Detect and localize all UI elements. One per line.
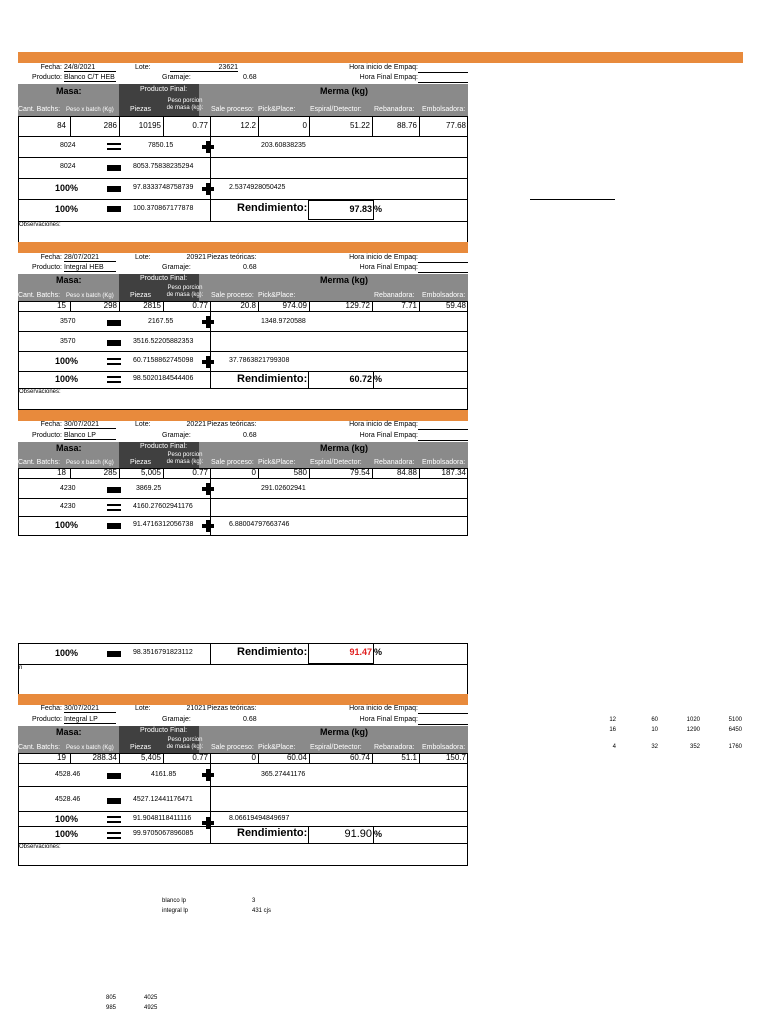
rendimiento-value: 97.83 xyxy=(349,204,372,214)
minus-icon xyxy=(107,320,121,326)
cell: 0.77 xyxy=(192,753,208,762)
cell: 187.34 xyxy=(441,468,466,477)
side-cell: 10 xyxy=(651,727,658,733)
value: 4230 xyxy=(60,485,76,492)
percent-value: 100% xyxy=(55,520,79,530)
cell: 5,005 xyxy=(140,468,161,477)
producto-value: Integral HEB xyxy=(64,264,116,272)
merma-header: Merma (kg) xyxy=(320,727,369,737)
cell: 7.71 xyxy=(401,301,417,310)
pick-place-header: Pick&Place: xyxy=(258,744,296,751)
rendimiento-value: 91.47 xyxy=(349,647,372,657)
piezas-header: Piezas xyxy=(130,106,152,113)
equals-icon xyxy=(107,832,121,839)
value: 4528.46 xyxy=(55,771,81,778)
peso-porcion-header: Peso porcion de masa (kg): xyxy=(166,98,204,111)
gramaje-value: 0.68 xyxy=(243,264,257,271)
peso-porcion-header: Peso porcion de masa (kg): xyxy=(166,285,204,298)
equals-icon xyxy=(107,143,121,150)
masa-header: Masa: xyxy=(56,86,82,96)
rebanadora-header: Rebanadora: xyxy=(374,744,415,751)
value: 99.9705067896085 xyxy=(133,830,194,837)
fecha-label: Fecha: xyxy=(40,421,62,428)
side-cell: 16 xyxy=(609,727,616,733)
gramaje-label: Gramaje: xyxy=(162,432,191,439)
value: 60.7158862745098 xyxy=(133,357,194,364)
plus-icon xyxy=(202,520,214,532)
bottom-num: 985 xyxy=(106,1005,117,1011)
embolsadora-header: Embolsadora: xyxy=(422,744,466,751)
peso-batch-header: Peso x batch (Kg) xyxy=(66,293,114,299)
note-value: 3 xyxy=(252,898,256,904)
cell: 60.04 xyxy=(286,753,307,762)
percent-value: 100% xyxy=(55,648,79,658)
producto-label: Producto: xyxy=(32,716,62,723)
espiral-header: Espiral/Detector: xyxy=(310,106,362,113)
cell: 18 xyxy=(57,468,66,477)
cell: 288.34 xyxy=(92,753,117,762)
producto-value: Blanco LP xyxy=(64,432,116,440)
cell: 0 xyxy=(251,468,256,477)
percent-sign: % xyxy=(374,204,383,214)
lote-value: 21021 xyxy=(186,705,206,712)
cell: 129.72 xyxy=(345,301,370,310)
gramaje-value: 0.68 xyxy=(243,716,257,723)
side-cell: 60 xyxy=(651,717,658,723)
cell: 2815 xyxy=(143,301,161,310)
cell: 12.2 xyxy=(240,121,256,130)
fecha-value: 28/07/2021 xyxy=(64,254,116,262)
producto-label: Producto: xyxy=(32,264,62,271)
percent-value: 100% xyxy=(55,829,79,839)
cell: 150.7 xyxy=(445,753,466,762)
rendimiento-value: 91.90 xyxy=(344,828,372,840)
minus-icon xyxy=(107,206,121,212)
value: 3516.52205882353 xyxy=(133,338,194,345)
cell: 84 xyxy=(57,121,66,130)
sale-proceso-header: Sale proceso: xyxy=(211,744,254,751)
percent-value: 100% xyxy=(55,814,79,824)
hora-final-label: Hora Final Empaq: xyxy=(359,432,418,439)
plus-icon xyxy=(202,483,214,495)
cell: 84.88 xyxy=(396,468,417,477)
piezas-header: Piezas xyxy=(130,459,152,466)
lote-label: Lote: xyxy=(135,64,151,71)
fecha-label: Fecha: xyxy=(40,64,62,71)
fecha-value: 24/8/2021 xyxy=(64,64,116,72)
section-4-header-bar xyxy=(18,694,468,705)
cell: 60.74 xyxy=(349,753,370,762)
lote-value: 20921 xyxy=(186,254,206,261)
cell: 298 xyxy=(103,301,117,310)
cant-batchs-header: Cant. Batchs: xyxy=(18,744,61,751)
minus-icon xyxy=(107,798,121,804)
rebanadora-header: Rebanadora: xyxy=(374,459,415,466)
value: 2167.55 xyxy=(148,318,174,325)
value: 97.8333748758739 xyxy=(133,184,194,191)
embolsadora-header: Embolsadora: xyxy=(422,459,466,466)
cell: 0.77 xyxy=(192,468,208,477)
section-3-header-bar xyxy=(18,410,468,421)
hora-inicio-label: Hora inicio de Empaq: xyxy=(349,705,418,712)
percent-value: 100% xyxy=(55,374,79,384)
rebanadora-header: Rebanadora: xyxy=(374,106,415,113)
producto-label: Producto: xyxy=(32,74,62,81)
embolsadora-header: Embolsadora: xyxy=(422,106,466,113)
peso-porcion-header: Peso porcion de masa (kg): xyxy=(166,452,204,465)
cell: 10195 xyxy=(138,121,161,130)
lote-value: 20221 xyxy=(186,421,206,428)
cant-batchs-header: Cant. Batchs: xyxy=(18,459,61,466)
value: 91.9048118411116 xyxy=(133,815,192,822)
plus-icon xyxy=(202,316,214,328)
cell: 51.22 xyxy=(349,121,370,130)
cell: 286 xyxy=(103,121,117,130)
cell: 5,405 xyxy=(140,753,161,762)
side-cell: 12 xyxy=(609,717,616,723)
rendimiento-label: Rendimiento: xyxy=(237,646,308,658)
rendimiento-label: Rendimiento: xyxy=(237,827,308,839)
value: 7850.15 xyxy=(148,142,174,149)
cell: 88.76 xyxy=(396,121,417,130)
masa-header: Masa: xyxy=(56,275,82,285)
value: 4230 xyxy=(60,503,76,510)
value: 2.5374928050425 xyxy=(229,184,286,191)
rebanadora-header: Rebanadora: xyxy=(374,292,415,299)
minus-icon xyxy=(107,651,121,657)
value: 91.4716312056738 xyxy=(133,521,194,528)
cell: 77.68 xyxy=(445,121,466,130)
piezas-header: Piezas xyxy=(130,292,152,299)
value: 3869.25 xyxy=(136,485,162,492)
section-1-header-bar xyxy=(18,52,743,63)
espiral-header: Espiral/Detector: xyxy=(310,744,362,751)
hora-inicio-label: Hora inicio de Empaq: xyxy=(349,421,418,428)
sale-proceso-header: Sale proceso: xyxy=(211,106,254,113)
percent-sign: % xyxy=(374,374,383,384)
value: 100.370867177878 xyxy=(133,205,194,212)
value: 1348.9720588 xyxy=(261,318,306,325)
piezas-teoricas-label: Piezas teóricas: xyxy=(207,705,257,712)
table-header xyxy=(18,274,468,301)
sale-proceso-header: Sale proceso: xyxy=(211,292,254,299)
cell: 0 xyxy=(251,753,256,762)
piezas-teoricas-label: Piezas teóricas: xyxy=(207,421,257,428)
bottom-num: 805 xyxy=(106,995,117,1001)
pick-place-header: Pick&Place: xyxy=(258,292,296,299)
producto-final-header: Producto Final: xyxy=(140,443,188,450)
minus-icon xyxy=(107,773,121,779)
piezas-teoricas-label: Piezas teóricas: xyxy=(207,254,257,261)
lote-label: Lote: xyxy=(135,421,151,428)
plus-icon xyxy=(202,769,214,781)
fecha-value: 30/07/2021 xyxy=(64,705,116,713)
lote-label: Lote: xyxy=(135,705,151,712)
minus-icon xyxy=(107,523,121,529)
masa-header: Masa: xyxy=(56,727,82,737)
cell: 580 xyxy=(293,468,307,477)
merma-header: Merma (kg) xyxy=(320,86,369,96)
gramaje-label: Gramaje: xyxy=(162,74,191,81)
cell: 19 xyxy=(57,753,66,762)
side-cell: 32 xyxy=(651,744,658,750)
value: 3570 xyxy=(60,338,76,345)
percent-sign: % xyxy=(374,829,383,839)
note-label: integral lp xyxy=(162,908,189,914)
hora-inicio-label: Hora inicio de Empaq: xyxy=(349,254,418,261)
cant-batchs-header: Cant. Batchs: xyxy=(18,106,61,113)
pick-place-header: Pick&Place: xyxy=(258,459,296,466)
cell: 0.77 xyxy=(192,301,208,310)
plus-icon xyxy=(202,141,214,153)
minus-icon xyxy=(107,186,121,192)
equals-icon xyxy=(107,376,121,383)
note-value: 431 cjs xyxy=(252,908,272,914)
producto-value: Integral LP xyxy=(64,716,116,724)
equals-icon xyxy=(107,816,121,823)
piezas-header: Piezas xyxy=(130,744,152,751)
observaciones-label: Observaciones: xyxy=(19,222,61,228)
bottom-num: 4925 xyxy=(144,1005,158,1011)
section-2-header-bar xyxy=(18,242,468,253)
cant-batchs-header: Cant. Batchs: xyxy=(18,292,61,299)
gramaje-value: 0.68 xyxy=(243,74,257,81)
side-cell: 1760 xyxy=(728,744,742,750)
note-label: blanco lp xyxy=(162,898,187,904)
peso-batch-header: Peso x batch (Kg) xyxy=(66,460,114,466)
cell: 59.48 xyxy=(445,301,466,310)
table-header xyxy=(18,726,468,753)
producto-value: Blanco C/T HEB xyxy=(64,74,115,81)
equals-icon xyxy=(107,504,121,511)
minus-icon xyxy=(107,487,121,493)
percent-value: 100% xyxy=(55,183,79,193)
lote-label: Lote: xyxy=(135,254,151,261)
section-2-body xyxy=(18,301,468,410)
value: 4528.46 xyxy=(55,796,81,803)
value: 98.3516791823112 xyxy=(133,649,193,656)
value: 203.60838235 xyxy=(261,142,306,149)
value: 8053.75838235294 xyxy=(133,163,194,170)
producto-final-header: Producto Final: xyxy=(140,727,188,734)
side-cell: 1290 xyxy=(686,727,700,733)
peso-batch-header: Peso x batch (Kg) xyxy=(66,107,114,113)
percent-value: 100% xyxy=(55,204,79,214)
cell: 285 xyxy=(103,468,117,477)
cell: 51.1 xyxy=(401,753,417,762)
peso-porcion-header: Peso porcion de masa (kg): xyxy=(166,737,204,750)
value: 4161.85 xyxy=(151,771,177,778)
observaciones-label: Observaciones: xyxy=(19,844,61,850)
cell: 974.09 xyxy=(282,301,307,310)
cell: 0.77 xyxy=(192,121,208,130)
peso-batch-header: Peso x batch (Kg) xyxy=(66,745,114,751)
plus-icon xyxy=(202,817,214,829)
side-cell: 4 xyxy=(612,744,616,750)
side-underline xyxy=(530,199,615,200)
hora-inicio-line xyxy=(418,72,468,73)
observaciones-note: n xyxy=(19,665,23,671)
side-cell: 1020 xyxy=(686,717,700,723)
value: 8.06619494849697 xyxy=(229,815,290,822)
side-cell: 6450 xyxy=(728,727,742,733)
plus-icon xyxy=(202,183,214,195)
fecha-label: Fecha: xyxy=(40,254,62,261)
table-header xyxy=(18,442,468,468)
equals-icon xyxy=(107,358,121,365)
bottom-num: 4025 xyxy=(144,995,158,1001)
gramaje-label: Gramaje: xyxy=(162,264,191,271)
value: 6.88004797663746 xyxy=(229,521,290,528)
gramaje-label: Gramaje: xyxy=(162,716,191,723)
percent-sign: % xyxy=(374,647,383,657)
value: 8024 xyxy=(60,163,76,170)
fecha-value: 30/07/2021 xyxy=(64,421,116,429)
cell: 79.54 xyxy=(349,468,370,477)
pick-place-header: Pick&Place: xyxy=(258,106,296,113)
value: 4160.27602941176 xyxy=(133,503,193,510)
side-cell: 5100 xyxy=(728,717,742,723)
minus-icon xyxy=(107,165,121,171)
rendimiento-value: 60.72 xyxy=(349,374,372,384)
value: 365.27441176 xyxy=(261,771,306,778)
hora-final-label: Hora Final Empaq: xyxy=(359,264,418,271)
lote-value: 23621 xyxy=(170,64,238,72)
rendimiento-label: Rendimiento: xyxy=(237,373,308,385)
value: 37.7863821799308 xyxy=(229,357,290,364)
plus-icon xyxy=(202,356,214,368)
value: 98.5020184544406 xyxy=(133,375,194,382)
fecha-label: Fecha: xyxy=(40,705,62,712)
rendimiento-label: Rendimiento: xyxy=(237,202,308,214)
merma-header: Merma (kg) xyxy=(320,443,369,453)
observaciones-label: Observaciones: xyxy=(19,389,61,395)
sale-proceso-header: Sale proceso: xyxy=(211,459,254,466)
section-4-body xyxy=(18,753,468,866)
value: 4527.12441176471 xyxy=(133,796,193,803)
hora-final-label: Hora Final Empaq: xyxy=(359,74,418,81)
producto-final-header: Producto Final: xyxy=(140,86,188,93)
cell: 15 xyxy=(57,301,66,310)
espiral-header: Espiral/Detector: xyxy=(310,459,362,466)
gramaje-value: 0.68 xyxy=(243,432,257,439)
hora-final-label: Hora Final Empaq: xyxy=(359,716,418,723)
producto-label: Producto: xyxy=(32,432,62,439)
producto-final-header: Producto Final: xyxy=(140,275,188,282)
masa-header: Masa: xyxy=(56,443,82,453)
cell: 20.8 xyxy=(240,301,256,310)
table-header xyxy=(18,84,468,116)
value: 291.02602941 xyxy=(261,485,306,492)
hora-final-line xyxy=(418,82,468,83)
value: 8024 xyxy=(60,142,76,149)
minus-icon xyxy=(107,340,121,346)
percent-value: 100% xyxy=(55,356,79,366)
cell: 0 xyxy=(302,121,307,130)
hora-inicio-label: Hora inicio de Empaq: xyxy=(349,64,418,71)
merma-header: Merma (kg) xyxy=(320,275,369,285)
embolsadora-header: Embolsadora: xyxy=(422,292,466,299)
side-cell: 352 xyxy=(689,744,700,750)
value: 3570 xyxy=(60,318,76,325)
